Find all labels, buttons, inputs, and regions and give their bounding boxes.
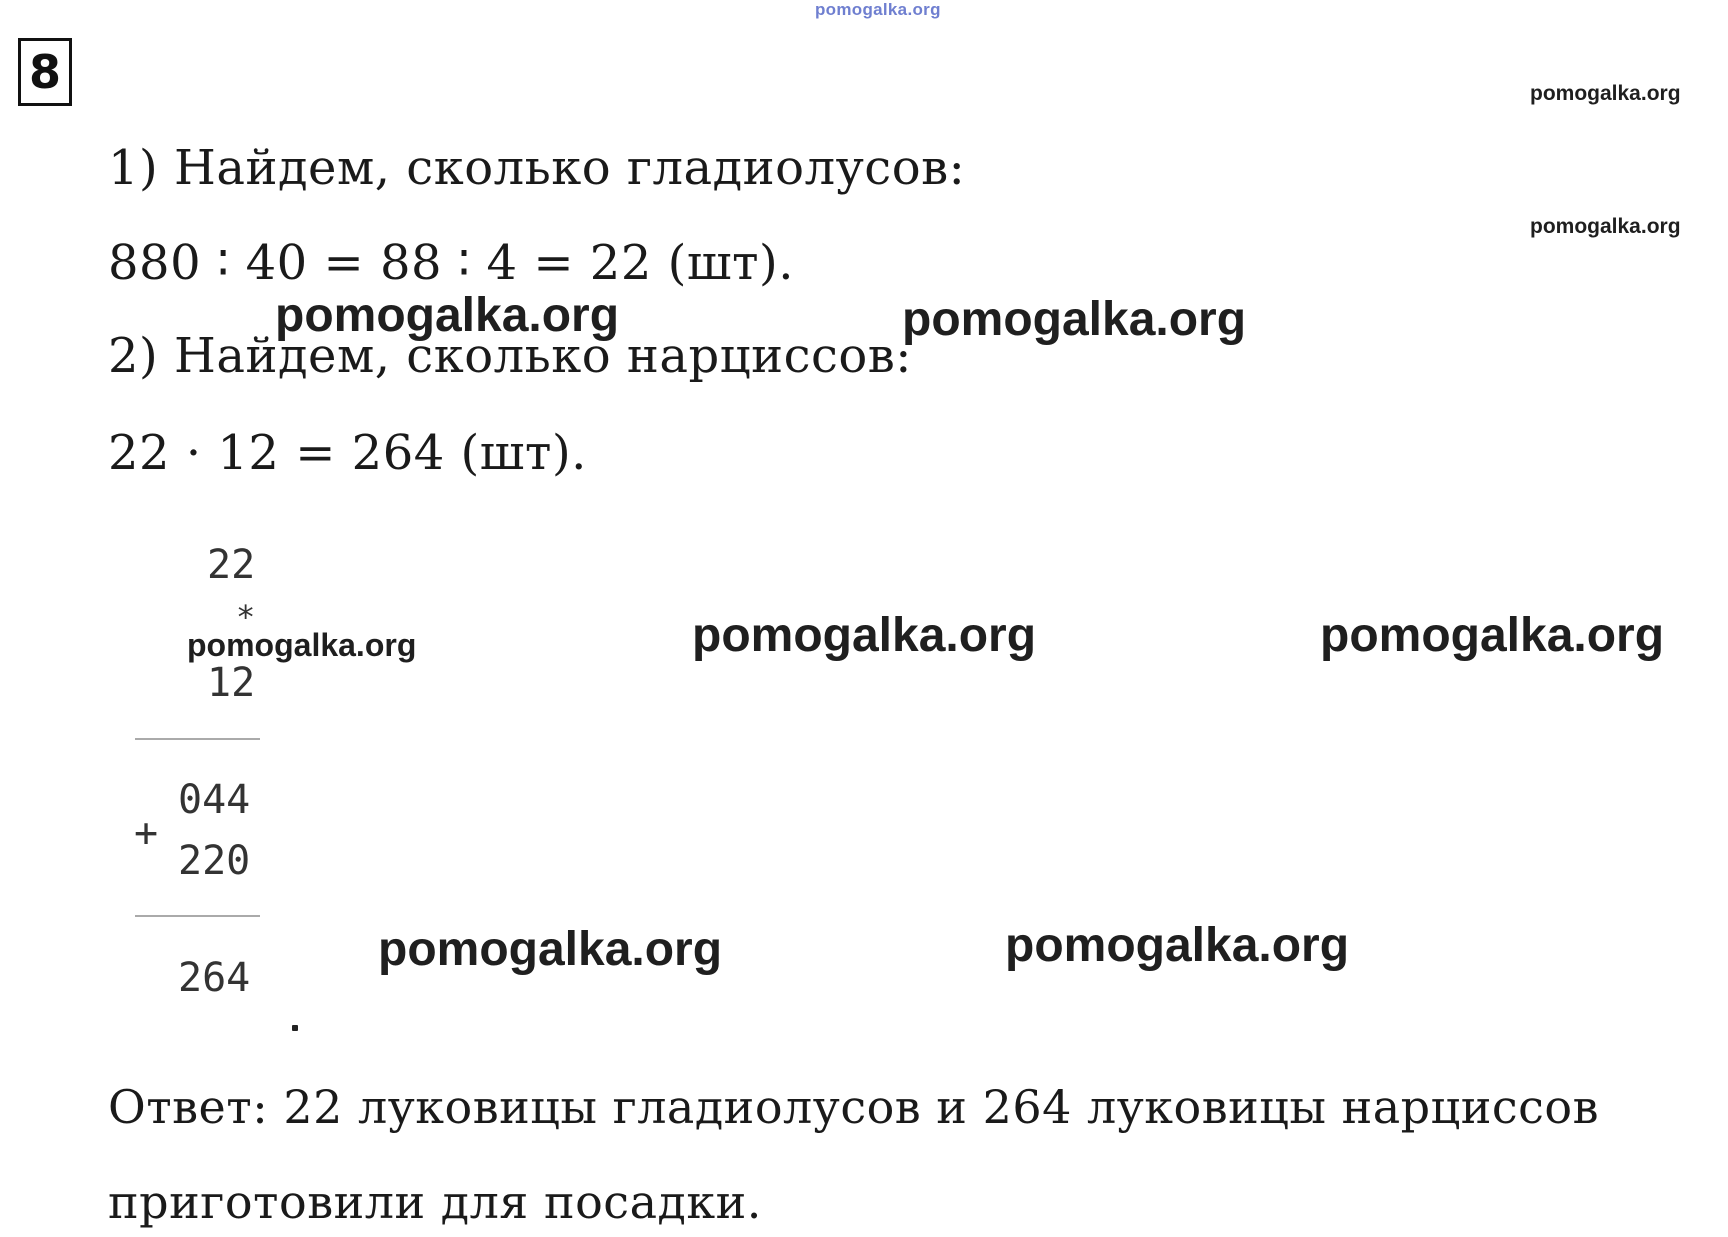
- watermark-corner-1: pomogalka.org: [1530, 82, 1681, 105]
- step1-equation: 880 ∶ 40 = 88 ∶ 4 = 22 (шт).: [108, 235, 795, 291]
- task-number-box: 8: [18, 38, 72, 106]
- answer-line-2: приготовили для посадки.: [108, 1175, 762, 1229]
- answer-line-1: Ответ: 22 луковицы гладиолусов и 264 луковицы нарциссов: [108, 1080, 1599, 1134]
- column-plus-sign: +: [134, 810, 159, 856]
- column-rule-1: [135, 738, 260, 740]
- watermark-low-a: pomogalka.org: [378, 923, 723, 976]
- watermark-line-b: pomogalka.org: [902, 293, 1247, 346]
- step2-heading: 2) Найдем, сколько нарциссов:: [108, 328, 912, 384]
- step1-heading: 1) Найдем, сколько гладиолусов:: [108, 140, 966, 196]
- column-partial-2: 220: [178, 838, 251, 884]
- watermark-line-a: pomogalka.org: [275, 289, 620, 342]
- watermark-mid-small: pomogalka.org: [187, 627, 417, 663]
- watermark-mid-a: pomogalka.org: [692, 609, 1037, 662]
- column-result: 264: [178, 955, 251, 1001]
- watermark-mid-b: pomogalka.org: [1320, 609, 1665, 662]
- column-end-dot: [292, 1025, 298, 1031]
- watermark-corner-2: pomogalka.org: [1530, 215, 1681, 238]
- column-rule-2: [135, 915, 260, 917]
- top-watermark: pomogalka.org: [815, 0, 941, 19]
- column-multiplicand: 22: [207, 542, 256, 588]
- step2-equation: 22 · 12 = 264 (шт).: [108, 425, 587, 481]
- column-multiplier: 12: [207, 660, 256, 706]
- watermark-low-b: pomogalka.org: [1005, 919, 1350, 972]
- column-partial-1: 044: [178, 777, 251, 823]
- column-multiply-operator: *: [236, 598, 256, 636]
